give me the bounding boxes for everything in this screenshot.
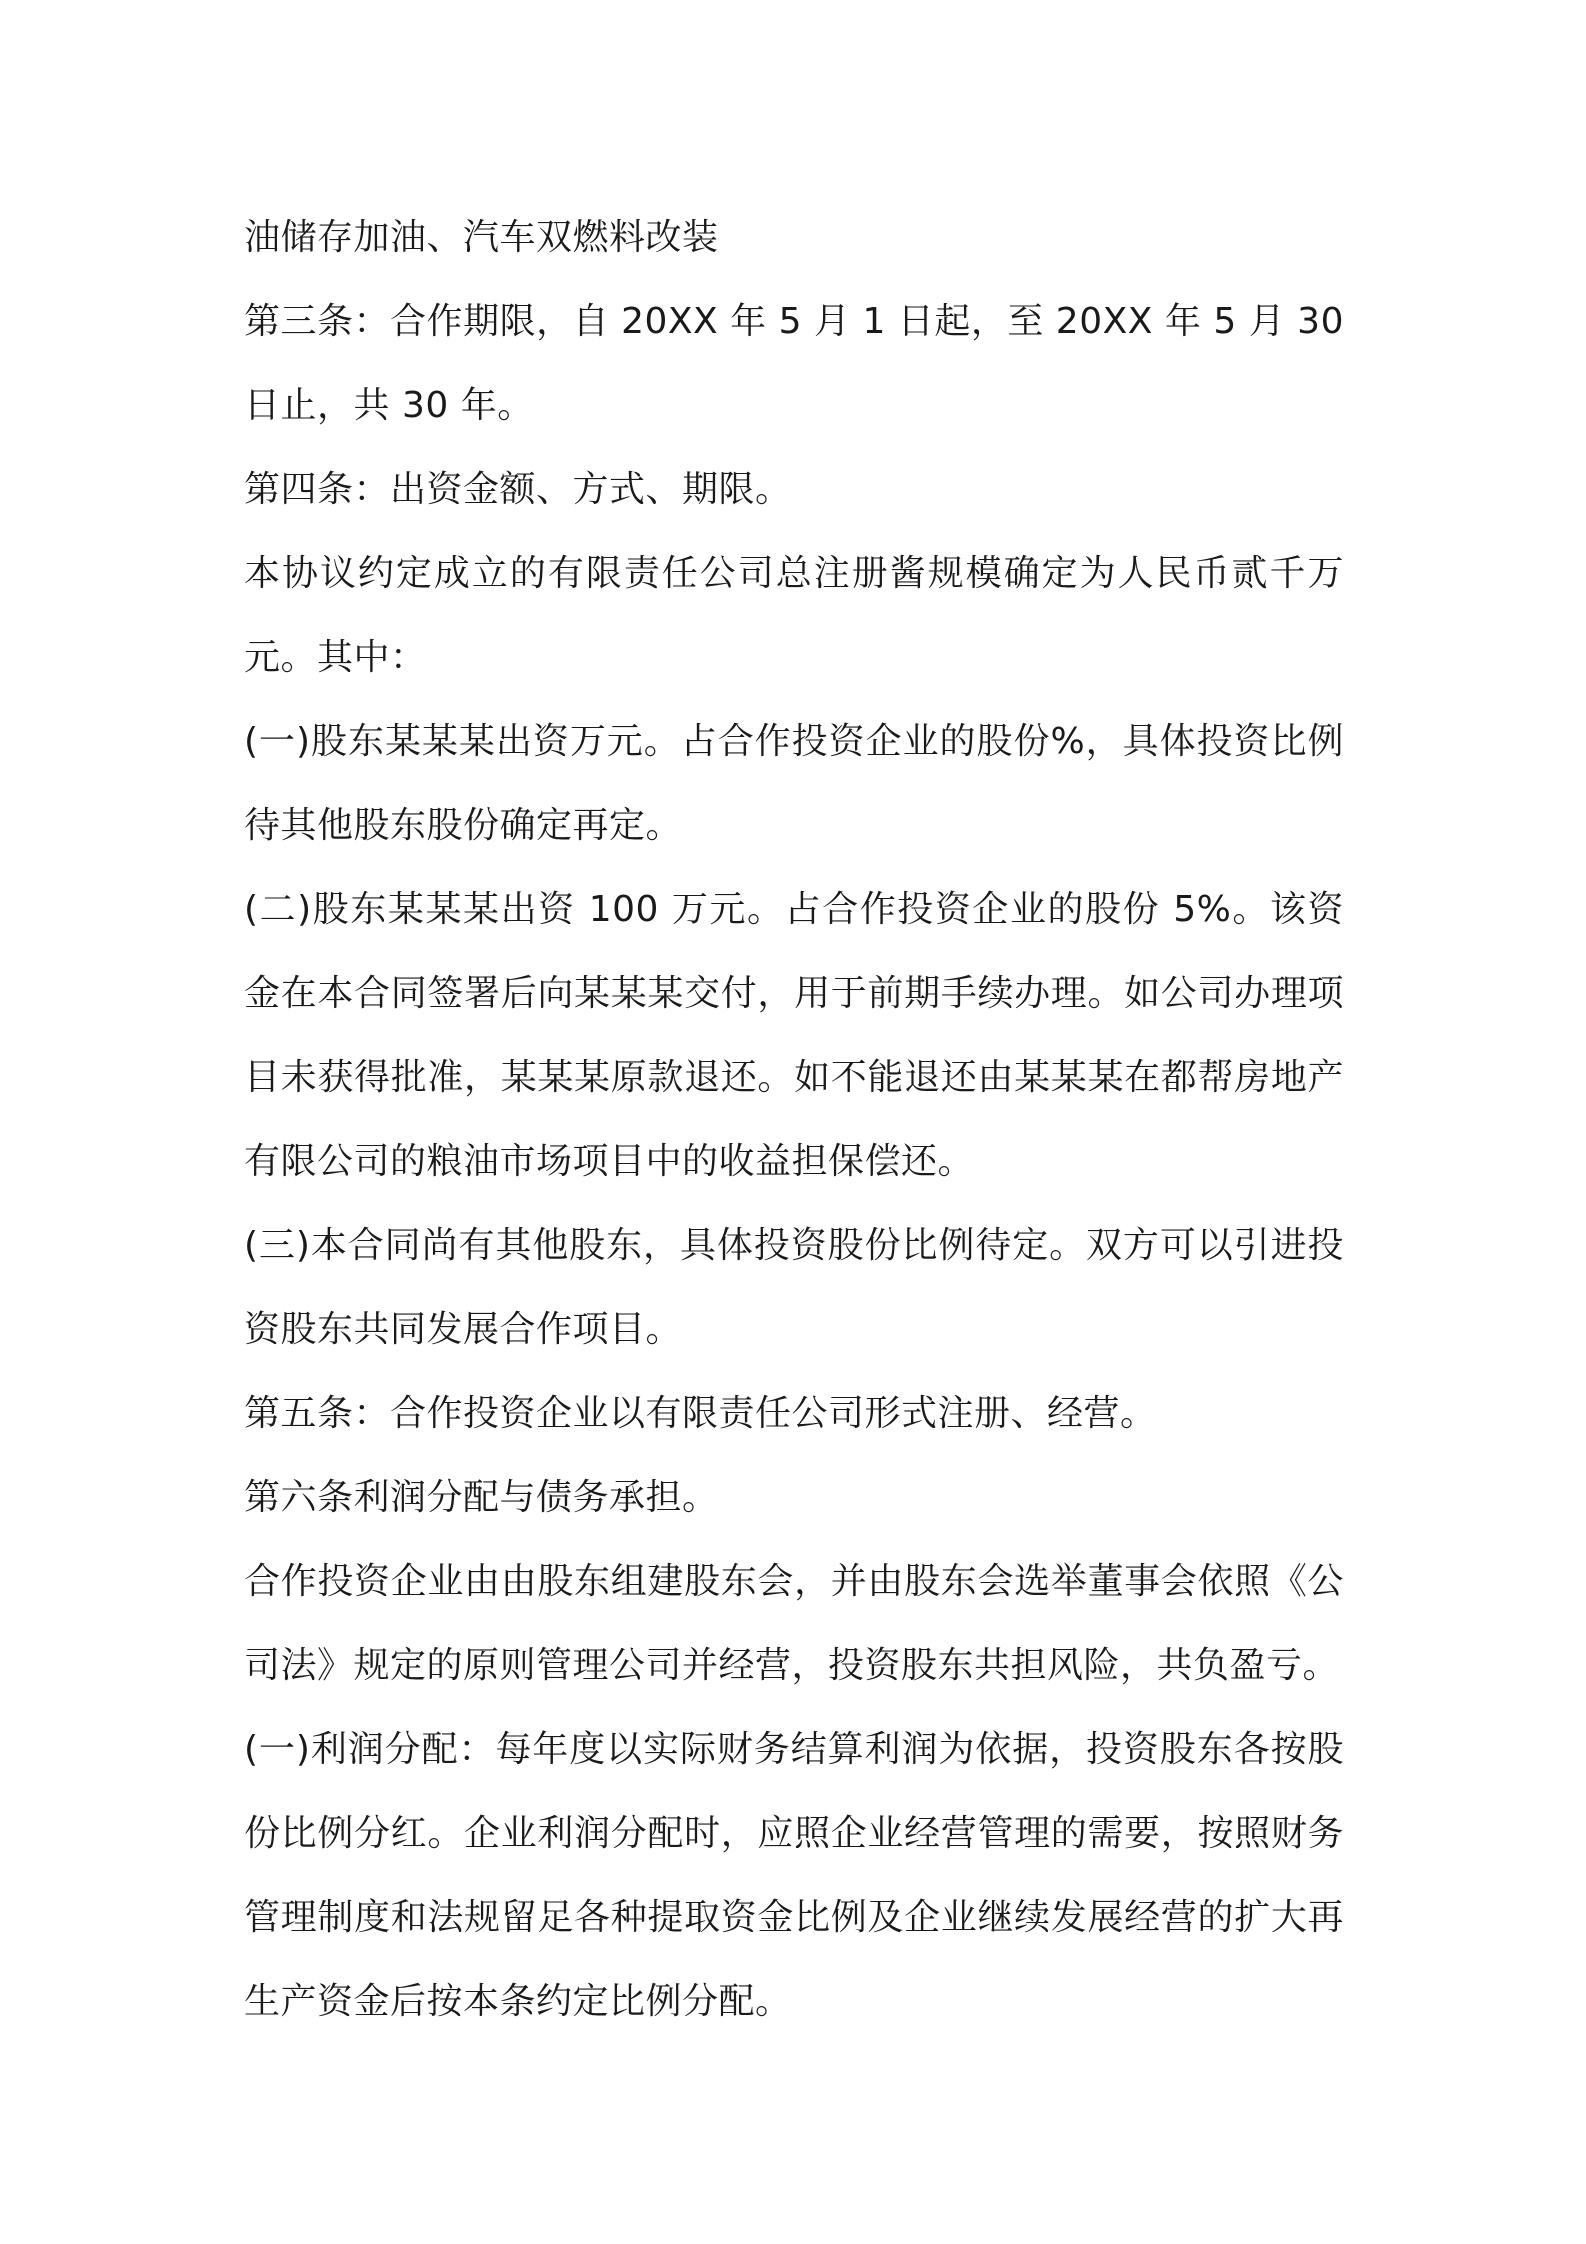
paragraph-continuation: 油储存加油、汽车双燃料改装 — [244, 217, 719, 258]
paragraph-registered-capital: 本协议约定成立的有限责任公司总注册酱规模确定为人民币贰千万元。其中： — [244, 553, 1344, 678]
paragraph-profit-distribution: (一)利润分配：每年度以实际财务结算利润为依据，投资股东各按股份比例分红。企业利润分配时，应照企业经营管理的需要，按照财务管理制度和法规留足各种提取资金比例及企业继续发展经营的扩大再生产资金后按本条约定比例分配。 — [244, 1729, 1344, 2022]
paragraph-item-2: (二)股东某某某出资 100 万元。占合作投资企业的股份 5%。该资金在本合同签署后向某某某交付，用于前期手续办理。如公司办理项目未获得批准，某某某原款退还。如不能退还由某某某在都帮房地产有限公司的粮油市场项目中的收益担保偿还。 — [244, 889, 1344, 1182]
document-body — [244, 196, 1344, 2044]
paragraph-article-3: 第三条：合作期限，自 20XX 年 5 月 1 日起，至 20XX 年 5 月 30 日止，共 30 年。 — [244, 301, 1344, 426]
paragraph-item-1: (一)股东某某某出资万元。占合作投资企业的股份%，具体投资比例待其他股东股份确定再定。 — [244, 721, 1344, 846]
paragraph-article-4: 第四条：出资金额、方式、期限。 — [244, 469, 792, 510]
paragraph-article-5: 第五条：合作投资企业以有限责任公司形式注册、经营。 — [244, 1393, 1157, 1434]
paragraph-article-6: 第六条利润分配与债务承担。 — [244, 1477, 719, 1518]
paragraph-governance: 合作投资企业由由股东组建股东会，并由股东会选举董事会依照《公司法》规定的原则管理公司并经营，投资股东共担风险，共负盈亏。 — [244, 1561, 1344, 1686]
paragraph-item-3: (三)本合同尚有其他股东，具体投资股份比例待定。双方可以引进投资股东共同发展合作项目。 — [244, 1225, 1344, 1350]
